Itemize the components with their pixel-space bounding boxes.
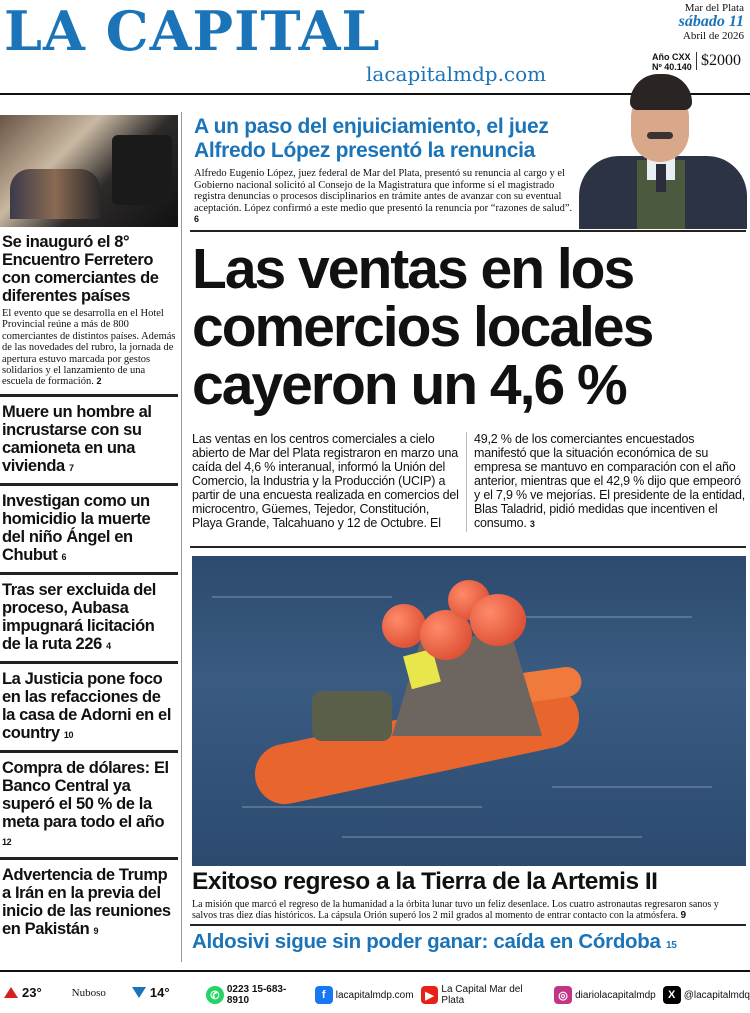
main-story-col1: Las ventas en los centros comerciales a cielo abierto de Mar del Plata registraron en marzo una caída del 4,6 % interanual, informó la Unión del Comercio, la Industria y la Producción (UCIP) a partir de una encuesta realizada en comercios del microcentro, Güemes, Tejedor, Constitución, Playa Grande, Talcahuano y 12 de Octubre. El (192, 432, 459, 530)
site-url-link[interactable]: lacapitalmdp.com (366, 62, 547, 86)
column-divider (181, 112, 182, 962)
left-story[interactable] (0, 753, 178, 860)
sport-story[interactable] (192, 930, 748, 954)
whatsapp-icon: ✆ (206, 986, 224, 1004)
page-ref: 6 (61, 551, 67, 562)
left-story[interactable] (0, 486, 178, 575)
page-ref: 7 (69, 462, 74, 473)
main-headline[interactable]: Las ventas en los comercios locales cayeron un 4,6 % (192, 237, 653, 417)
left-story[interactable] (0, 397, 178, 486)
x-icon: X (663, 986, 681, 1004)
page-ref: 10 (63, 729, 74, 740)
balloon-shape (470, 594, 526, 646)
footer (0, 970, 750, 1013)
story-text: El evento que se desarrolla en el Hotel Provincial reúne a más de 800 comerciantes de distintos países. Además de las novedades del rubro, la jornada de apertura estuvo marcada por gestos solidarios y el lanzamiento de una escuela de formación. (2, 308, 176, 388)
top-story-headline[interactable]: A un paso del enjuiciamiento, el juez Alfredo López presentó la renuncia (194, 115, 549, 162)
left-story[interactable] (0, 575, 178, 664)
page-ref: 3 (529, 519, 535, 529)
page-ref: 9 (93, 925, 99, 936)
divider (190, 924, 746, 926)
facebook-link[interactable] (315, 986, 414, 1004)
main-story-col2: 49,2 % de los comerciantes encuestados manifestó que la situación económica de su empresa se mantuvo en comparación con el año anterior, mientras que el 42,9 % dijo que empeoró y el 7,9 % ve mejorías. El presidente de la entidad, Blas Taladrid, pidió medidas que incentiven el consumo. (474, 432, 746, 530)
story-title: Muere un hombre al incrustarse con su camioneta en una vivienda (2, 402, 152, 475)
sport-headline: Aldosivi sigue sin poder ganar: caída en Córdoba (192, 930, 661, 953)
story-title: La Justicia pone foco en las refacciones de la casa de Adorni en el country (2, 669, 172, 742)
photo-story-headline[interactable]: Exitoso regreso a la Tierra de la Artemis II (192, 868, 658, 895)
month-year: Abril de 2026 (682, 30, 744, 42)
youtube-link[interactable] (421, 984, 548, 1006)
whatsapp-link[interactable] (206, 984, 308, 1006)
left-story[interactable] (0, 227, 178, 397)
page-ref: 4 (106, 640, 111, 651)
divider (190, 546, 746, 548)
top-story-text: Alfredo Eugenio López, juez federal de Mar del Plata, presentó su renuncia al cargo y el Gobierno nacional solicitó al Consejo de la Magistratura que informe si el magistrado registra denuncias o procesos disciplinarios en trámite antes de avanzar con su eventual aceptación. López confirmó a este medio que presentó la renuncia por “razones de salud”. (194, 168, 573, 214)
left-column (0, 115, 178, 946)
facebook-icon: f (315, 986, 333, 1004)
story-title: Advertencia de Trump a Irán en la previa del inicio de las reuniones en Pakistán (2, 865, 171, 938)
main-story-col2-wrap (474, 432, 746, 531)
story-title: Tras ser excluida del proceso, Aubasa impugnará licitación de la ruta 226 (2, 580, 156, 653)
weather-min (132, 985, 170, 1000)
artemis-photo[interactable] (192, 556, 746, 866)
page-ref: 2 (96, 376, 102, 387)
weather-max (4, 985, 42, 1000)
instagram-icon: ◎ (554, 986, 572, 1004)
camera-shape (112, 135, 172, 205)
up-arrow-icon (4, 987, 18, 998)
instagram-link[interactable] (554, 986, 656, 1004)
left-story[interactable] (0, 664, 178, 753)
x-handle: @lacapitalmdq (683, 989, 750, 1001)
issue-number: Nº 40.140 (652, 62, 692, 72)
contacts-bar (206, 984, 750, 1006)
weekday-date: sábado 11 (678, 13, 744, 30)
divider (190, 230, 746, 232)
x-link[interactable] (663, 986, 750, 1004)
weather-condition: Nuboso (71, 986, 106, 999)
story-title: Se inauguró el 8° Encuentro Ferretero con comerciantes de diferentes países (2, 233, 159, 305)
down-arrow-icon (132, 987, 146, 998)
city: Mar del Plata (684, 2, 744, 14)
story-title: Investigan como un homicidio la muerte del niño Ángel en Chubut (2, 491, 151, 564)
max-temp: 23° (22, 985, 42, 1000)
page-ref: 9 (680, 910, 687, 921)
page-ref: 15 (666, 940, 677, 951)
issue-meta (652, 52, 692, 72)
page-ref: 6 (194, 214, 200, 224)
hair-shape (630, 74, 692, 110)
min-temp: 14° (149, 985, 170, 1000)
judge-photo[interactable] (575, 74, 747, 229)
photo-story-text: La misión que marcó el regreso de la humanidad a la órbita lunar tuvo un feliz desenlace. Los cuatro astronautas regresaron sanos y salvos tras diez días históricos. La cápsula Orión superó los 2 mil grados al momento de entrar contacto con la atmósfera. (192, 899, 719, 921)
ferretero-photo[interactable] (0, 115, 178, 227)
story-title: Compra de dólares: El Banco Central ya superó el 50 % de la meta para todo el año (2, 758, 169, 831)
column-separator (466, 432, 467, 532)
instagram-handle: diariolacapitalmdp (575, 989, 656, 1001)
logo[interactable]: LA CAPITAL (4, 0, 381, 63)
left-story[interactable] (0, 860, 178, 946)
phone: 0223 15-683-8910 (226, 984, 287, 1006)
mustache-shape (647, 132, 673, 139)
photo-story-caption (192, 899, 746, 921)
top-story (190, 112, 750, 230)
year-label: Año CXX (652, 52, 691, 62)
youtube-handle: La Capital Mar del Plata (441, 984, 523, 1006)
page-ref: 12 (2, 836, 12, 847)
date-block (679, 2, 744, 42)
facebook-handle: lacapitalmdp.com (335, 989, 414, 1001)
people-shape (10, 169, 100, 219)
price: $2000 (696, 52, 741, 70)
balloon-shape (382, 604, 426, 648)
youtube-icon: ▶ (421, 986, 439, 1004)
crew-shape (312, 691, 392, 741)
tie-shape (656, 164, 666, 192)
